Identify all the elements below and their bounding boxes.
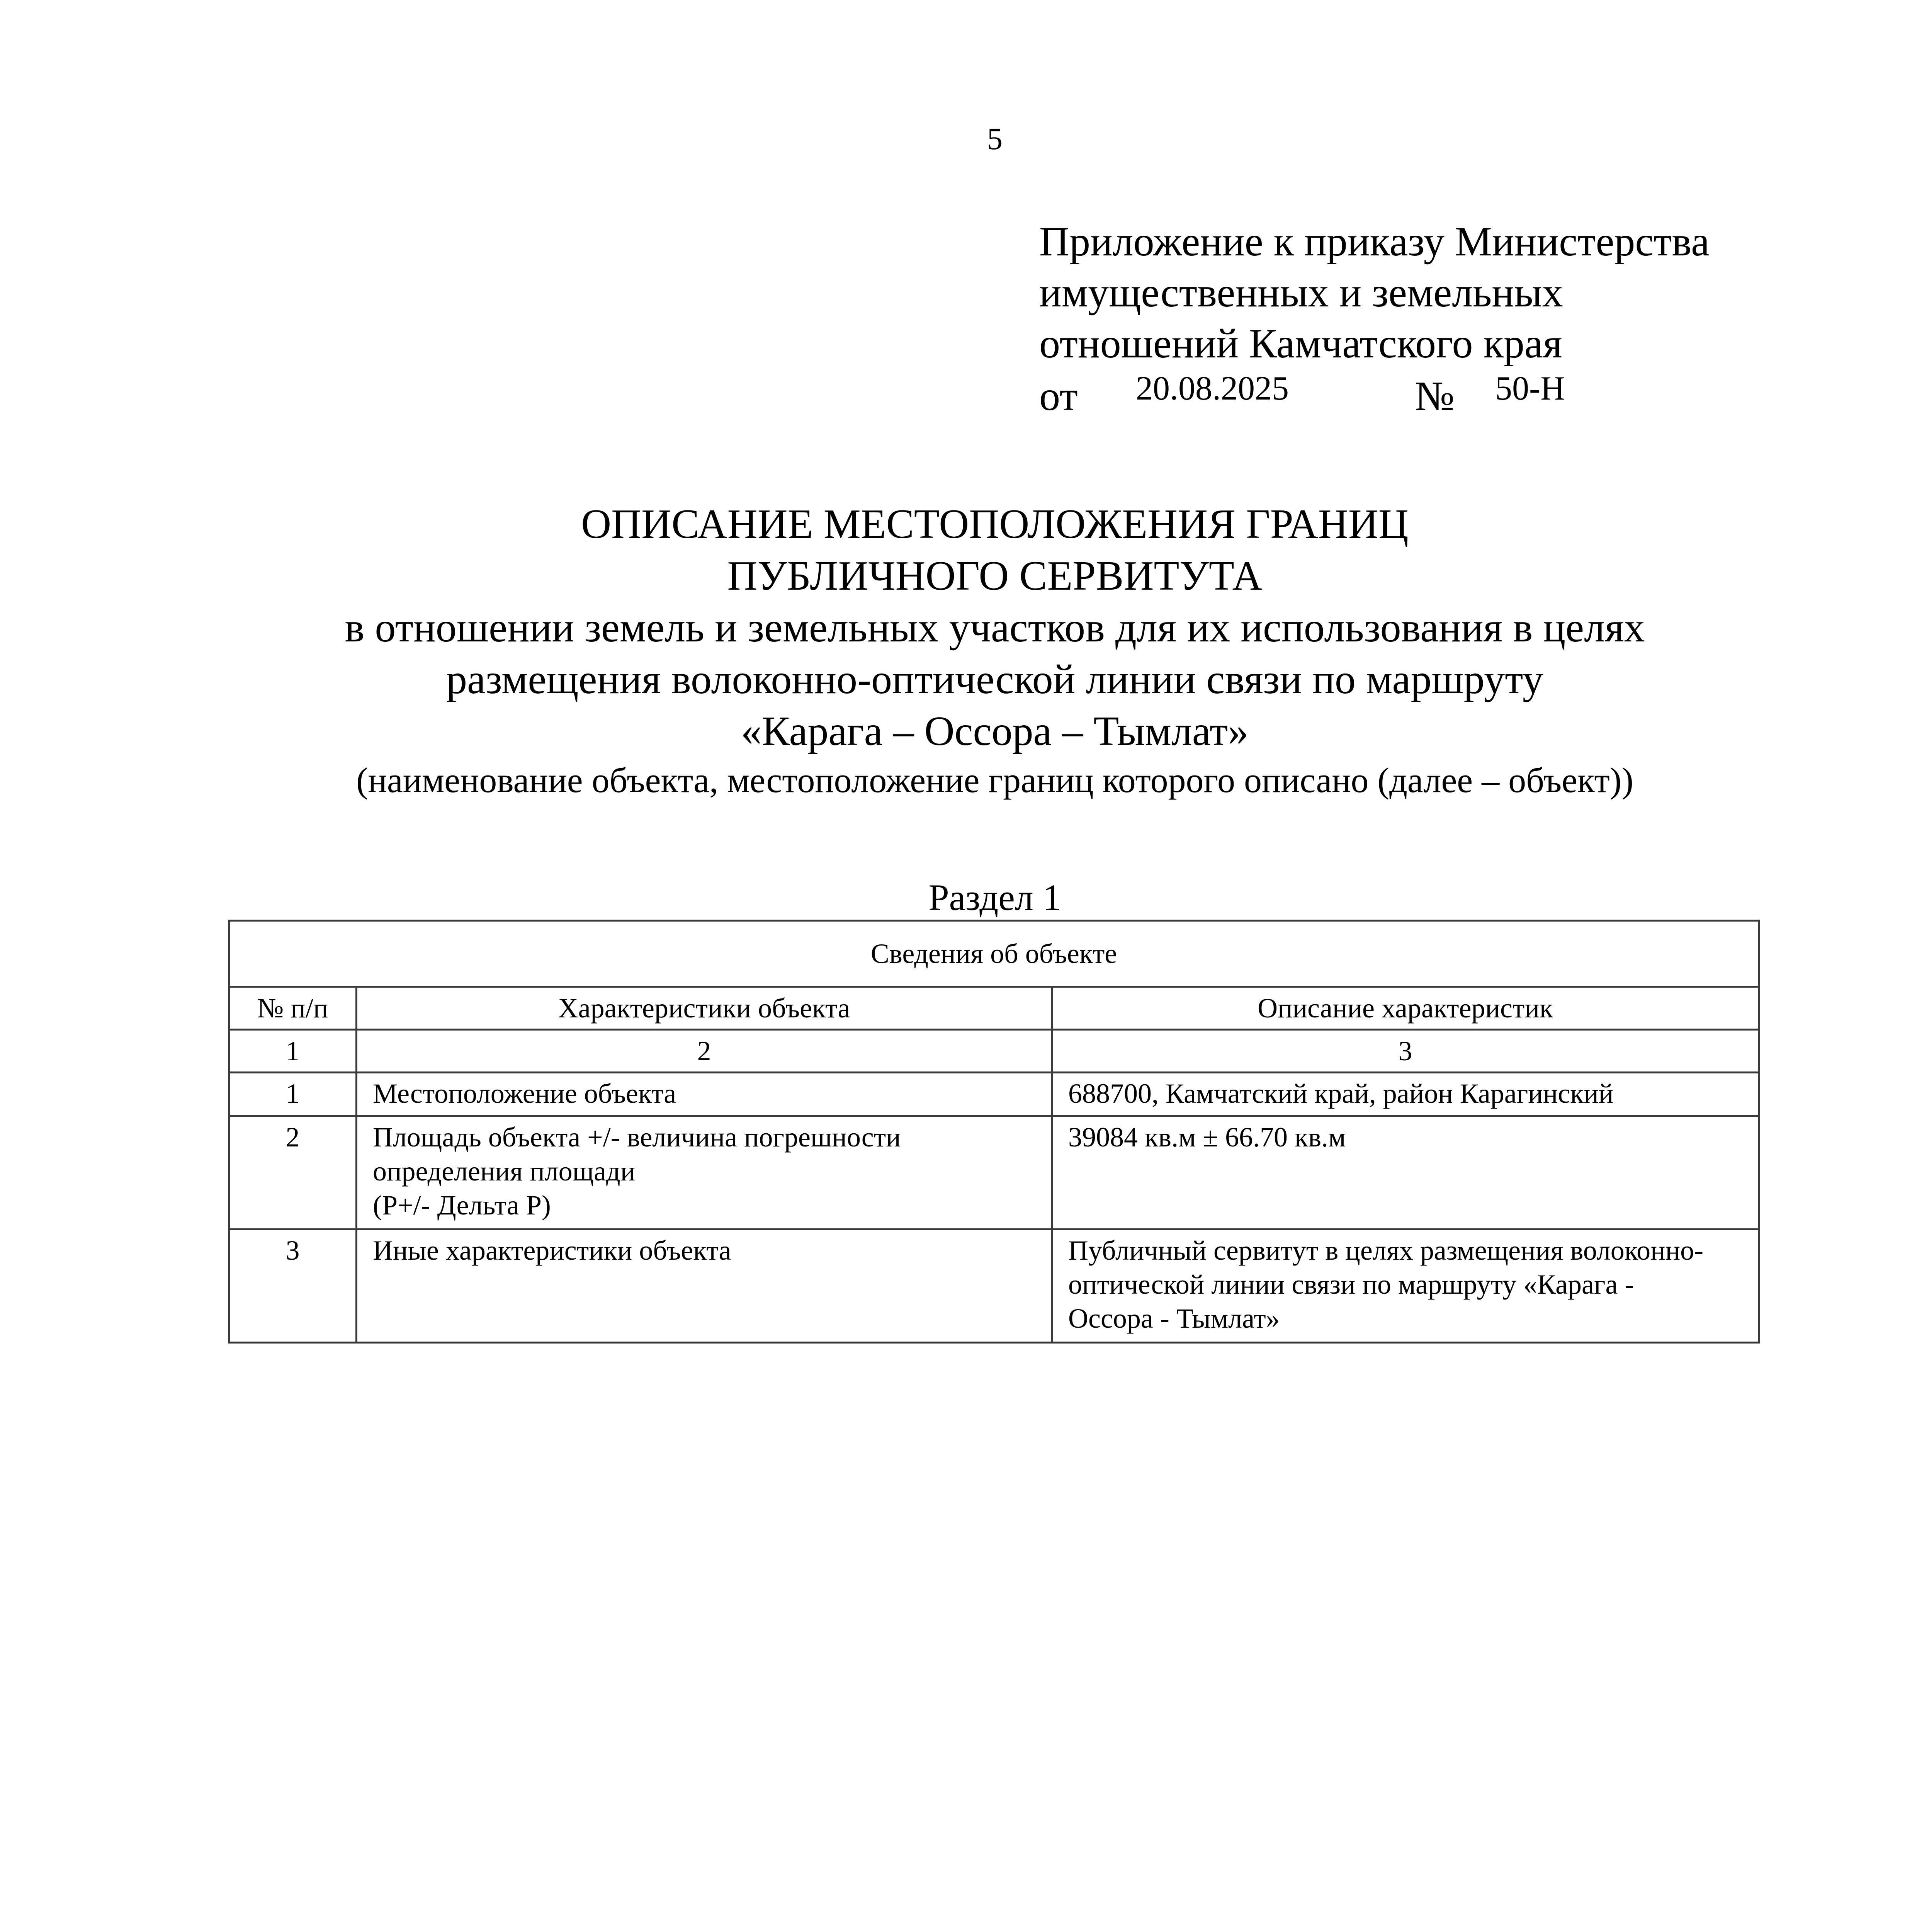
header-description: Описание характеристик — [1052, 987, 1759, 1030]
column-index-3: 3 — [1052, 1030, 1759, 1073]
column-index-1: 1 — [229, 1030, 357, 1073]
appendix-block — [1039, 216, 1710, 419]
row-description-line: оптической линии связи по маршруту «Карага - — [1068, 1269, 1634, 1300]
page-number: 5 — [987, 122, 1003, 156]
row-characteristic — [357, 1116, 1052, 1230]
order-date: 20.08.2025 — [1136, 370, 1289, 407]
number-label: № — [1415, 373, 1455, 419]
appendix-line-1: Приложение к приказу Министерства — [1039, 219, 1710, 265]
table-caption: Сведения об объекте — [229, 921, 1759, 987]
row-num: 2 — [229, 1116, 357, 1230]
order-meta — [1039, 371, 1657, 417]
table-index-row — [229, 1030, 1759, 1073]
title-caption: (наименование объекта, местоположение границ которого описано (далее – объект)) — [356, 760, 1634, 800]
row-characteristic-line: Площадь объекта +/- величина погрешности — [373, 1122, 901, 1153]
row-num: 1 — [229, 1073, 357, 1116]
object-info-table — [228, 920, 1760, 1344]
table-row — [229, 1116, 1759, 1230]
table-row — [229, 1073, 1759, 1116]
appendix-line-3: отношений Камчатского края — [1039, 321, 1562, 367]
row-characteristic-line: определения площади — [373, 1156, 636, 1187]
row-characteristic-line: (Р+/- Дельта Р) — [373, 1190, 551, 1221]
header-characteristic: Характеристики объекта — [357, 987, 1052, 1030]
title-line-3: в отношении земель и земельных участков для их использования в целях — [345, 605, 1645, 651]
order-number: 50-Н — [1495, 370, 1565, 407]
header-num: № п/п — [229, 987, 357, 1030]
row-characteristic: Местоположение объекта — [357, 1073, 1052, 1116]
date-label: от — [1039, 373, 1078, 419]
row-description-line: Публичный сервитут в целях размещения волоконно- — [1068, 1235, 1704, 1266]
title-line-1: ОПИСАНИЕ МЕСТОПОЛОЖЕНИЯ ГРАНИЦ — [581, 501, 1409, 547]
column-index-2: 2 — [357, 1030, 1052, 1073]
table-row — [229, 1230, 1759, 1343]
row-description-line: Оссора - Тымлат» — [1068, 1303, 1280, 1334]
title-line-2: ПУБЛИЧНОГО СЕРВИТУТА — [727, 553, 1263, 599]
row-characteristic: Иные характеристики объекта — [357, 1230, 1052, 1343]
appendix-line-2: имущественных и земельных — [1039, 270, 1563, 316]
table-header-row — [229, 987, 1759, 1030]
row-description: 688700, Камчатский край, район Карагинский — [1052, 1073, 1759, 1116]
title-line-5: «Карага – Оссора – Тымлат» — [741, 708, 1249, 754]
document-title — [0, 498, 1917, 803]
table-caption-row — [229, 921, 1759, 987]
section-label: Раздел 1 — [928, 877, 1061, 918]
row-description: 39084 кв.м ± 66.70 кв.м — [1052, 1116, 1759, 1230]
row-num: 3 — [229, 1230, 357, 1343]
row-description — [1052, 1230, 1759, 1343]
title-line-4: размещения волоконно-оптической линии связи по маршруту — [446, 656, 1543, 702]
